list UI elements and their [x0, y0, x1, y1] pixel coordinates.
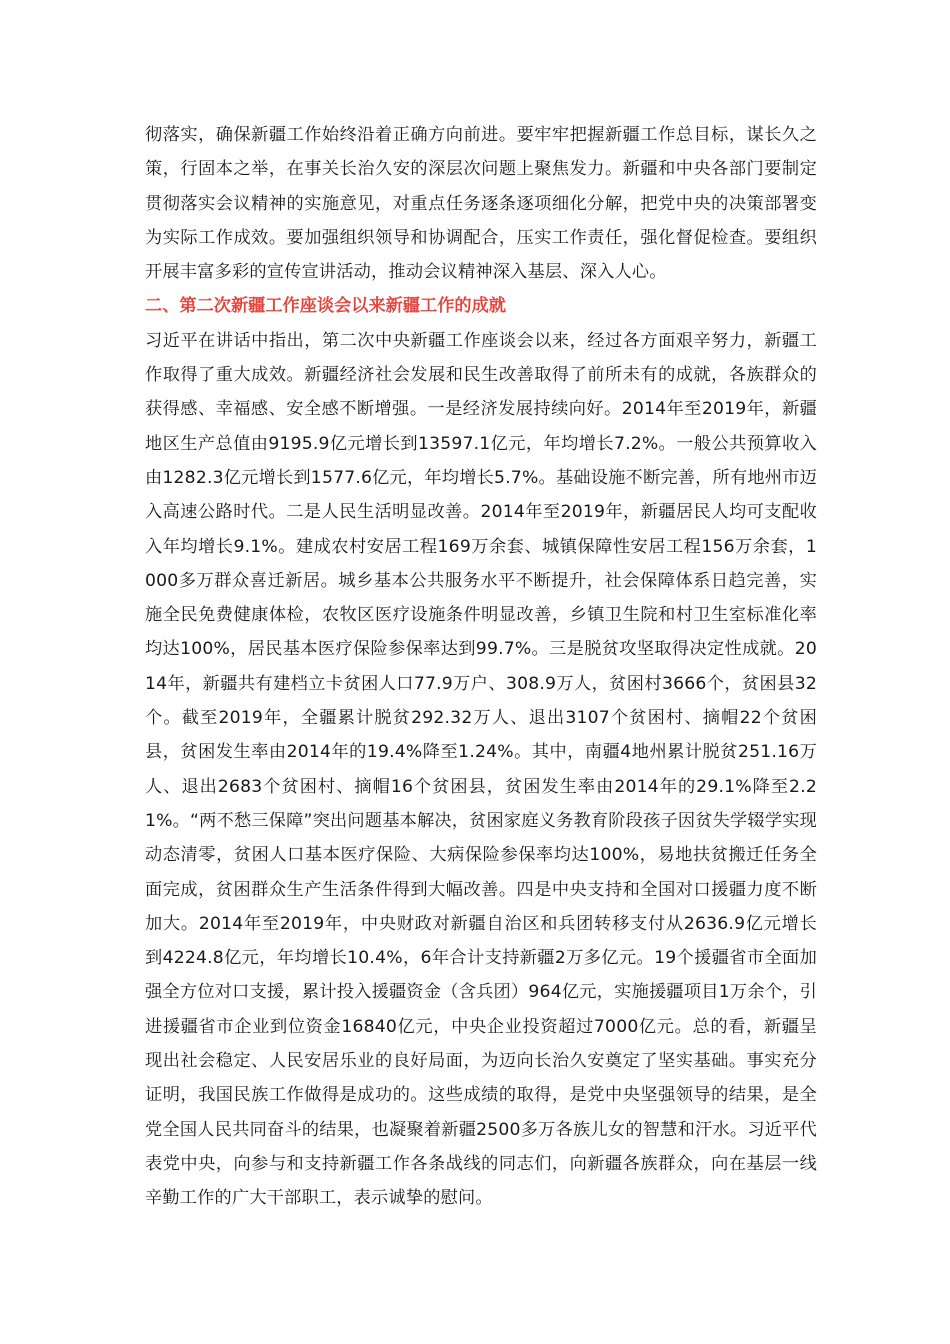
body-paragraph-1: 彻落实，确保新疆工作始终沿着正确方向前进。要牢牢把握新疆工作总目标，谋长久之策，行固本之举，在事关长治久安的深层次问题上聚焦发力。新疆和中央各部门要制定贯彻落实会议精神的实施意见，对重点任务逐条逐项细化分解，把党中央的决策部署变为实际工作成效。要加强组织领导和协调配合，压实工作责任，强化督促检查。要组织开展丰富多彩的宣传宣讲活动，推动会议精神深入基层、深入人心。	[145, 125, 817, 283]
document-body	[145, 118, 817, 1216]
body-paragraph-2: 习近平在讲话中指出，第二次中央新疆工作座谈会以来，经过各方面艰辛努力，新疆工作取得了重大成效。新疆经济社会发展和民生改善取得了前所未有的成就，各族群众的获得感、幸福感、安全感不断增强。一是经济发展持续向好。2014年至2019年，新疆地区生产总值由9195.9亿元增长到13597.1亿元，年均增长7.2%。一般公共预算收入由1282.3亿元增长到1577.6亿元，年均增长5.7%。基础设施不断完善，所有地州市迈入高速公路时代。二是人民生活明显改善。2014年至2019年，新疆居民人均可支配收入年均增长9.1%。建成农村安居工程169万余套、城镇保障性安居工程156万余套，1000多万群众喜迁新居。城乡基本公共服务水平不断提升，社会保障体系日趋完善，实施全民免费健康体检，农牧区医疗设施条件明显改善，乡镇卫生院和村卫生室标准化率均达100%，居民基本医疗保险参保率达到99.7%。三是脱贫攻坚取得决定性成就。2014年，新疆共有建档立卡贫困人口77.9万户、308.9万人，贫困村3666个，贫困县32个。截至2019年，全疆累计脱贫292.32万人、退出3107个贫困村、摘帽22个贫困县，贫困发生率由2014年的19.4%降至1.24%。其中，南疆4地州累计脱贫251.16万人、退出2683个贫困村、摘帽16个贫困县，贫困发生率由2014年的29.1%降至2.21%。“两不愁三保障”突出问题基本解决，贫困家庭义务教育阶段孩子因贫失学辍学实现动态清零，贫困人口基本医疗保险、大病保险参保率均达100%，易地扶贫搬迁任务全面完成，贫困群众生产生活条件得到大幅改善。四是中央支持和全国对口援疆力度不断加大。2014年至2019年，中央财政对新疆自治区和兵团转移支付从2636.9亿元增长到4224.8亿元，年均增长10.4%，6年合计支持新疆2万多亿元。19个援疆省市全面加强全方位对口支援，累计投入援疆资金（含兵团）964亿元，实施援疆项目1万余个，引进援疆省市企业到位资金16840亿元，中央企业投资超过7000亿元。总的看，新疆呈现出社会稳定、人民安居乐业的良好局面，为迈向长治久安奠定了坚实基础。事实充分证明，我国民族工作做得是成功的。这些成绩的取得，是党中央坚强领导的结果，是全党全国人民共同奋斗的结果，也凝聚着新疆2500多万各族儿女的智慧和汗水。习近平代表党中央，向参与和支持新疆工作各条战线的同志们，向新疆各族群众，向在基层一线辛勤工作的广大干部职工，表示诚挚的慰问。	[145, 330, 817, 1209]
section-heading: 二、第二次新疆工作座谈会以来新疆工作的成就	[145, 296, 506, 317]
